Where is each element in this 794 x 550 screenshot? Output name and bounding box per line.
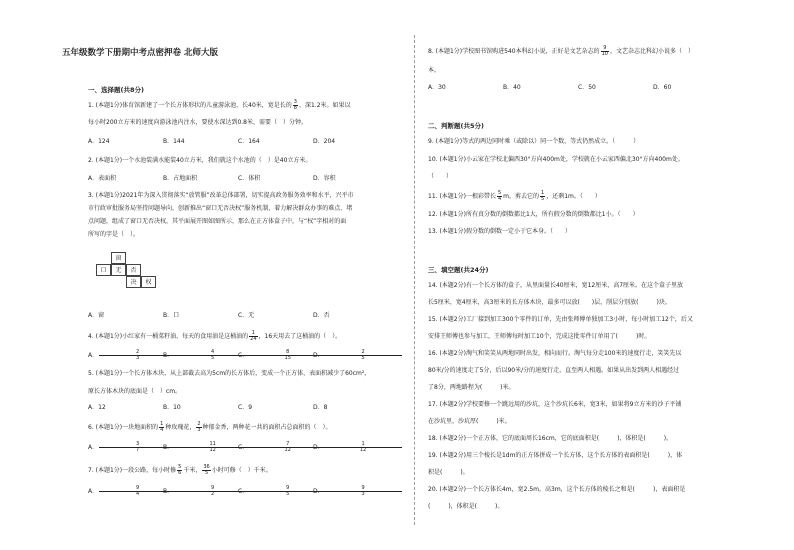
- opt-prefix: A．: [88, 488, 99, 495]
- opt-fraction: [325, 486, 400, 497]
- opt-num: 8: [249, 350, 326, 356]
- q6-f1-den: 4: [160, 427, 164, 433]
- question-10-line-1: 10. (本题1分)小云家在学校北偏西30°方向400m处，学校就在小云家西偏北30°方向400m处。: [428, 156, 684, 163]
- q1-option-d[interactable]: D．204: [313, 138, 336, 145]
- question-20-line-1: 20. (本题2分)一个长方体长4m，宽2.5m，高3m，这个长方体的棱长之和是( )，表面积是: [428, 486, 686, 493]
- q7-f1-num: 5: [178, 464, 182, 470]
- q6-f2-den: 3: [197, 427, 201, 433]
- opt-den: 5: [286, 491, 290, 497]
- question-3-line-1: 3. (本题1分)2021年为深入贯彻落实“放管服”改革总体部署，切实提高政务服务效率和水平，兴平市: [88, 192, 354, 199]
- question-20-line-2: ( )，体积是( )。: [428, 503, 504, 510]
- q2-option-a[interactable]: A．表面积: [88, 175, 117, 182]
- q6-option-d[interactable]: [313, 442, 388, 453]
- opt-den: 5: [211, 355, 215, 361]
- q3-option-b[interactable]: B．口: [163, 312, 180, 319]
- q7-option-a[interactable]: [88, 486, 163, 497]
- question-6: [88, 422, 332, 433]
- question-19-line-1: 19. (本题2分)用三个棱长是1dm的正方体拼成一个长方体，这个长方体的表面积是( )，体: [428, 452, 683, 459]
- q1-frac-num: 3: [293, 99, 297, 105]
- opt-num: 1: [325, 442, 402, 448]
- q7-text-c: 小时可修（ ）千米。: [211, 467, 272, 474]
- q3-option-a[interactable]: A．窗: [88, 312, 105, 319]
- question-5-line-2: 原长方体木块的底面是（ ）cm。: [88, 388, 182, 395]
- net-cell: 窗: [111, 252, 126, 264]
- q5-option-b[interactable]: B．10: [163, 404, 181, 411]
- q8-frac-den: 10: [601, 51, 608, 57]
- q2-option-b[interactable]: B．占地面积: [163, 175, 198, 182]
- question-14-line-1: 14. (本题2分)有一个长方体的盒子，从里面量长40厘米，宽12厘米，高7厘米。在这个盒子里放: [428, 282, 684, 289]
- opt-num: 9: [249, 486, 326, 492]
- q4-frac-den: 24: [250, 336, 257, 342]
- opt-num: 4: [174, 350, 251, 356]
- question-9: 9. (本题1分)等式的两边同时乘（或除以）同一个数，等式仍然成立。（ ）: [428, 138, 640, 145]
- opt-prefix: C．: [238, 488, 249, 495]
- question-16-line-2: 80米/分的速度走了5分，后以90米/分的速度行走，直至两人相遇。如果从出发到两人相遇经过: [428, 367, 680, 374]
- question-8-line-1: [428, 46, 694, 57]
- question-12: 12. (本题1分)所有真分数的倒数都比1大，所有假分数的倒数都比1小。（ ）: [428, 211, 639, 218]
- opt-prefix: A．: [88, 352, 99, 359]
- q7-option-c[interactable]: [238, 486, 313, 497]
- section-choice-heading: 一、选择题(共8分): [88, 86, 144, 94]
- q6-text-c: 种郁金香，两种花一共的面积占总面积的（ ）。: [202, 424, 332, 431]
- opt-prefix: D．: [313, 352, 324, 359]
- q8-fraction: [601, 46, 609, 57]
- q8-option-b[interactable]: B．40: [503, 84, 521, 91]
- column-divider: [414, 35, 415, 525]
- opt-den: 12: [359, 447, 367, 453]
- q1-text: 1. (本题1分)体育馆新建了一个长方体形状的儿童游泳池，长40米，宽是长的: [88, 102, 292, 109]
- q4-text: 4. (本题1分)小红家有一桶菜籽油，每天的食用油是这桶油的: [88, 333, 249, 340]
- question-1-line-2: 每小时200立方米的速度向游泳池内注水，要使水深达到0.8米，需要（ ）分钟。: [88, 119, 307, 126]
- opt-prefix: C．: [238, 444, 249, 451]
- opt-num: 11: [174, 442, 251, 448]
- opt-fraction: [325, 442, 400, 453]
- opt-num: 9: [174, 486, 251, 492]
- opt-fraction: [325, 350, 400, 361]
- q4-options: [88, 350, 388, 361]
- question-11: [428, 191, 601, 202]
- q7-text-b: 千米，: [183, 467, 202, 474]
- q4-option-c[interactable]: [238, 350, 313, 361]
- net-cell: 否: [126, 264, 141, 276]
- opt-prefix: D．: [313, 444, 324, 451]
- q4-fraction: [249, 331, 257, 342]
- opt-prefix: B．: [163, 444, 174, 451]
- opt-num: 9: [325, 486, 402, 492]
- q3-option-c[interactable]: C．无: [238, 312, 255, 319]
- question-17-line-1: 17. (本题2分)学校要修一个跳远用的沙坑，这个沙坑长6米，宽3米，如果将9立方米的沙子平铺: [428, 401, 682, 408]
- net-cell: 权: [141, 276, 156, 288]
- opt-num: 7: [249, 442, 326, 448]
- question-8-line-2: 本。: [428, 67, 441, 74]
- q5-option-c[interactable]: C．9: [238, 404, 253, 411]
- question-18: 18. (本题2分)一个正方体，它的底面周长16cm，它的底面积是( )，体积是( )。: [428, 435, 673, 442]
- q11-f2-num: 1: [541, 190, 545, 196]
- q7-fraction-1: [177, 465, 182, 476]
- question-5-line-1: 5. (本题1分)一个长方体木块，从上部截去高为5cm的长方体后，变成一个正方体，表面积减少了60cm²，: [88, 370, 371, 377]
- q3-option-d[interactable]: D．否: [313, 312, 330, 319]
- q4-option-b[interactable]: [163, 350, 238, 361]
- q6-options: [88, 442, 388, 453]
- q11-text-c: ，还剩1m。（ ）: [546, 193, 601, 200]
- q8-frac-num: 9: [601, 46, 609, 52]
- q7-f1-den: 6: [178, 470, 182, 476]
- question-17-line-2: 在沙坑里，沙坑厚( )米。: [428, 418, 511, 425]
- q7-f2-num: 36: [203, 464, 210, 470]
- q11-text-b: m，剪去它的: [503, 193, 539, 200]
- question-13: 13. (本题1分)假分数的倒数一定小于它本身。（ ）: [428, 228, 571, 235]
- q2-option-d[interactable]: D．容积: [313, 175, 336, 182]
- question-10-line-2: （ ）: [428, 173, 453, 180]
- q7-fraction-2: [202, 465, 210, 476]
- q6-text: 6. (本题1分)一块地面积的: [88, 424, 159, 431]
- q11-fraction-2: [540, 191, 545, 202]
- q7-option-d[interactable]: [313, 486, 388, 497]
- q7-text: 7. (本题1分)一段公路，每小时修: [88, 467, 177, 474]
- cube-net-figure: [96, 252, 168, 304]
- question-14-line-2: 长5厘米，宽4厘米，高3厘米的长方体木块，最多可以放( )层，削层分别放( )块。: [428, 299, 671, 306]
- q2-option-c[interactable]: C．体积: [238, 175, 261, 182]
- q8-option-d[interactable]: D．60: [653, 84, 672, 91]
- question-15-line-1: 15. (本题2分)工厂接到加工300个零件的订单，先由张师傅单独加工3小时，每小时加工12个，后又: [428, 316, 693, 323]
- q4-option-d[interactable]: [313, 350, 388, 361]
- q11-f2-den: 5: [541, 196, 545, 202]
- opt-den: 4: [136, 491, 140, 497]
- opt-prefix: B．: [163, 488, 174, 495]
- opt-prefix: D．: [313, 488, 324, 495]
- opt-num: 2: [325, 350, 402, 356]
- opt-num: 2: [99, 350, 176, 356]
- q11-f1-num: 5: [497, 190, 502, 196]
- q7-options: [88, 486, 388, 497]
- q6-f1-num: 1: [160, 421, 164, 427]
- q4-option-a[interactable]: [88, 350, 163, 361]
- net-cell: 决: [126, 276, 141, 288]
- opt-den: 3: [361, 491, 365, 497]
- opt-den: 12: [209, 447, 216, 453]
- q5-options: [88, 404, 388, 412]
- q7-f2-den: 5: [204, 470, 209, 476]
- q4-text-b: ，16天用去了这桶油的（ ）。: [258, 333, 342, 340]
- opt-prefix: B．: [163, 352, 174, 359]
- q1-option-b[interactable]: B．144: [163, 138, 185, 145]
- section-fill-heading: 三、填空题(共24分): [428, 266, 489, 274]
- section-judge-heading: 二、判断题(共5分): [428, 122, 484, 130]
- q4-frac-num: 1: [249, 331, 257, 337]
- question-3-line-3: 点问题，组成了窗口无否决权，其平面展开图如图所示，那么在正方体盒子中，与“权”字相对的面: [88, 218, 347, 225]
- net-cell: 无: [111, 264, 126, 276]
- q8-option-a[interactable]: A．30: [428, 84, 446, 91]
- opt-den: 12: [284, 447, 291, 453]
- opt-prefix: A．: [88, 444, 99, 451]
- q6-option-c[interactable]: [238, 442, 313, 453]
- q11-text: 11. (本题1分)一根彩带长: [428, 193, 496, 200]
- q6-fraction-1: [159, 422, 164, 433]
- question-1-line-1: [88, 100, 351, 111]
- q6-f2-num: 2: [197, 421, 201, 427]
- opt-den: 15: [284, 355, 291, 361]
- question-19-line-2: 积是( )。: [428, 469, 469, 476]
- q2-options: [88, 175, 388, 183]
- q3-options: [88, 312, 388, 320]
- question-15-line-2: 安排王师傅也参与加工，王师傅每时加工10个，完成这批零件订单用了( )时。: [428, 333, 651, 340]
- q5-option-a[interactable]: A．12: [88, 404, 106, 411]
- question-3-line-2: 市行政审批服务局坚持问题导向，创新推出“窗口无否决权”服务机制，着力解决群众办事的难点、堵: [88, 205, 353, 212]
- q6-option-a[interactable]: [88, 442, 163, 453]
- q8-option-c[interactable]: C．50: [578, 84, 596, 91]
- opt-den: 5: [361, 355, 365, 361]
- q7-option-b[interactable]: [163, 486, 238, 497]
- q8-options: [428, 84, 728, 92]
- opt-den: 3: [136, 355, 140, 361]
- q6-fraction-2: [196, 422, 201, 433]
- opt-den: 7: [136, 447, 140, 453]
- q11-fraction-1: [497, 191, 502, 202]
- q1-frac-den: 8: [293, 105, 297, 111]
- q8-text-b: ，文艺杂志比科幻小说多（ ）: [609, 48, 694, 55]
- q5-option-d[interactable]: D．8: [313, 404, 328, 411]
- question-7: [88, 465, 272, 476]
- question-16-line-1: 16. (本题2分)淘气和笑笑从两地同时出发，相向而行。淘气每分走100米的速度行走，笑笑先以: [428, 350, 682, 357]
- net-cell: 口: [96, 264, 111, 276]
- opt-num: 9: [99, 486, 176, 492]
- question-2: 2. (本题1分)一个水池装满水能装40立方米，我们就这个水池的（ ）是40立方米。: [88, 157, 312, 164]
- q1-options: [88, 138, 388, 146]
- q8-text: 8. (本题1分)学校图书馆购进540本科幻小说，正好是文艺杂志的: [428, 48, 600, 55]
- q1-option-a[interactable]: A．124: [88, 138, 110, 145]
- question-16-line-3: 了8分，两地路程为( )米。: [428, 384, 515, 391]
- page-title: 五年级数学下册期中考点密押卷 北师大版: [62, 48, 218, 58]
- q1-text-b: ，深1.2米。如果以: [298, 102, 351, 109]
- q1-option-c[interactable]: C．164: [238, 138, 260, 145]
- opt-num: 3: [99, 442, 176, 448]
- q11-f1-den: 4: [497, 196, 502, 202]
- q6-text-b: 种玫瑰花，: [165, 424, 196, 431]
- q1-fraction: [293, 100, 298, 111]
- question-4: [88, 331, 341, 342]
- opt-prefix: C．: [238, 352, 249, 359]
- q6-option-b[interactable]: [163, 442, 238, 453]
- opt-den: 2: [211, 491, 215, 497]
- question-3-line-4: 所写的字是（ ）。: [88, 231, 140, 238]
